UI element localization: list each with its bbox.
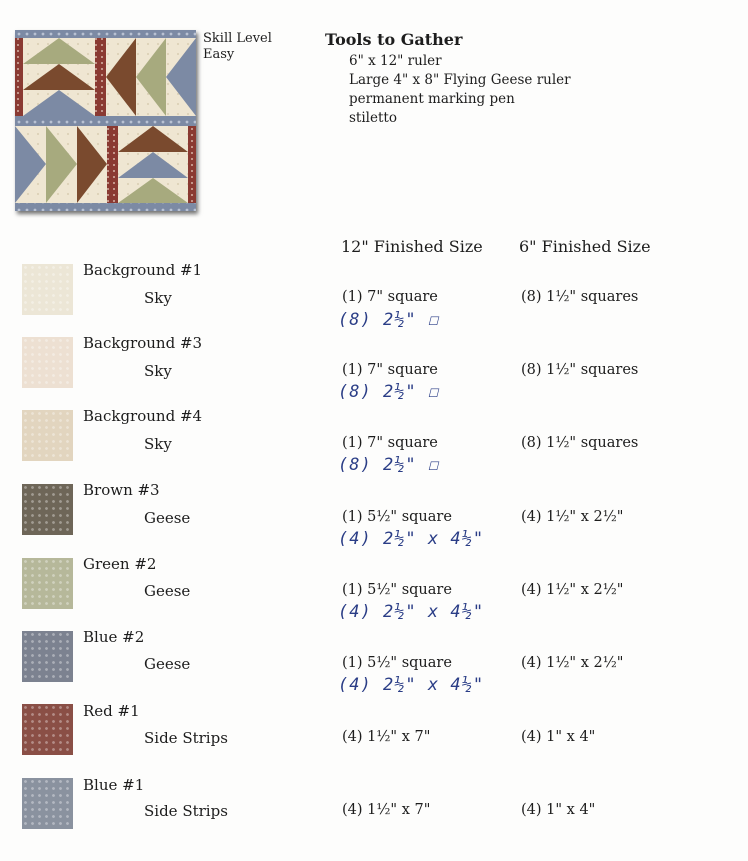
fabric-swatch bbox=[22, 631, 73, 682]
fabric-name: Blue #1 bbox=[83, 776, 145, 794]
fabric-use: Geese bbox=[144, 582, 191, 600]
column-header-6-inch: 6" Finished Size bbox=[519, 237, 651, 256]
fabric-use: Sky bbox=[144, 435, 172, 453]
fabric-swatch bbox=[22, 410, 73, 461]
tools-list bbox=[349, 52, 571, 128]
fabric-use: Side Strips bbox=[144, 729, 228, 747]
tool-item: 6" x 12" ruler bbox=[349, 53, 442, 69]
cut-6-inch: (8) 1½" squares bbox=[521, 289, 639, 305]
quilt-block-image bbox=[15, 30, 196, 211]
handwritten-note: (4) 2½" x 4½" bbox=[338, 675, 485, 695]
tool-item: permanent marking pen bbox=[349, 91, 515, 107]
cut-12-inch: (1) 7" square bbox=[342, 362, 438, 378]
cut-12-inch: (1) 5½" square bbox=[342, 582, 452, 598]
column-header-12-inch: 12" Finished Size bbox=[341, 237, 483, 256]
fabric-use: Sky bbox=[144, 362, 172, 380]
fabric-name: Green #2 bbox=[83, 555, 157, 573]
fabric-use: Side Strips bbox=[144, 802, 228, 820]
fabric-swatch bbox=[22, 484, 73, 535]
cut-12-inch: (1) 7" square bbox=[342, 435, 438, 451]
skill-level-value: Easy bbox=[203, 47, 235, 62]
handwritten-note: (8) 2½" ☐ bbox=[338, 455, 440, 475]
fabric-swatch bbox=[22, 704, 73, 755]
tool-item: stiletto bbox=[349, 110, 397, 126]
cut-12-inch: (4) 1½" x 7" bbox=[342, 802, 431, 818]
handwritten-note: (4) 2½" x 4½" bbox=[338, 529, 485, 549]
skill-level bbox=[203, 31, 272, 63]
cut-6-inch: (4) 1½" x 2½" bbox=[521, 655, 624, 671]
fabric-use: Sky bbox=[144, 289, 172, 307]
cut-6-inch: (8) 1½" squares bbox=[521, 435, 639, 451]
fabric-swatch bbox=[22, 778, 73, 829]
fabric-name: Brown #3 bbox=[83, 481, 160, 499]
fabric-name: Red #1 bbox=[83, 702, 140, 720]
cut-6-inch: (8) 1½" squares bbox=[521, 362, 639, 378]
cut-6-inch: (4) 1" x 4" bbox=[521, 729, 596, 745]
handwritten-note: (4) 2½" x 4½" bbox=[338, 602, 485, 622]
skill-level-label: Skill Level bbox=[203, 31, 272, 46]
cut-6-inch: (4) 1" x 4" bbox=[521, 802, 596, 818]
handwritten-note: (8) 2½" ☐ bbox=[338, 382, 440, 402]
fabric-name: Background #3 bbox=[83, 334, 203, 352]
cut-12-inch: (1) 5½" square bbox=[342, 509, 452, 525]
cut-12-inch: (4) 1½" x 7" bbox=[342, 729, 431, 745]
tools-title: Tools to Gather bbox=[325, 30, 463, 49]
fabric-use: Geese bbox=[144, 655, 191, 673]
fabric-name: Background #4 bbox=[83, 407, 203, 425]
cut-12-inch: (1) 5½" square bbox=[342, 655, 452, 671]
fabric-use: Geese bbox=[144, 509, 191, 527]
handwritten-note: (8) 2½" ☐ bbox=[338, 310, 440, 330]
fabric-swatch bbox=[22, 264, 73, 315]
fabric-name: Background #1 bbox=[83, 261, 203, 279]
fabric-swatch bbox=[22, 558, 73, 609]
fabric-name: Blue #2 bbox=[83, 628, 145, 646]
cut-6-inch: (4) 1½" x 2½" bbox=[521, 582, 624, 598]
fabric-swatch bbox=[22, 337, 73, 388]
cut-6-inch: (4) 1½" x 2½" bbox=[521, 509, 624, 525]
tool-item: Large 4" x 8" Flying Geese ruler bbox=[349, 72, 571, 88]
cut-12-inch: (1) 7" square bbox=[342, 289, 438, 305]
